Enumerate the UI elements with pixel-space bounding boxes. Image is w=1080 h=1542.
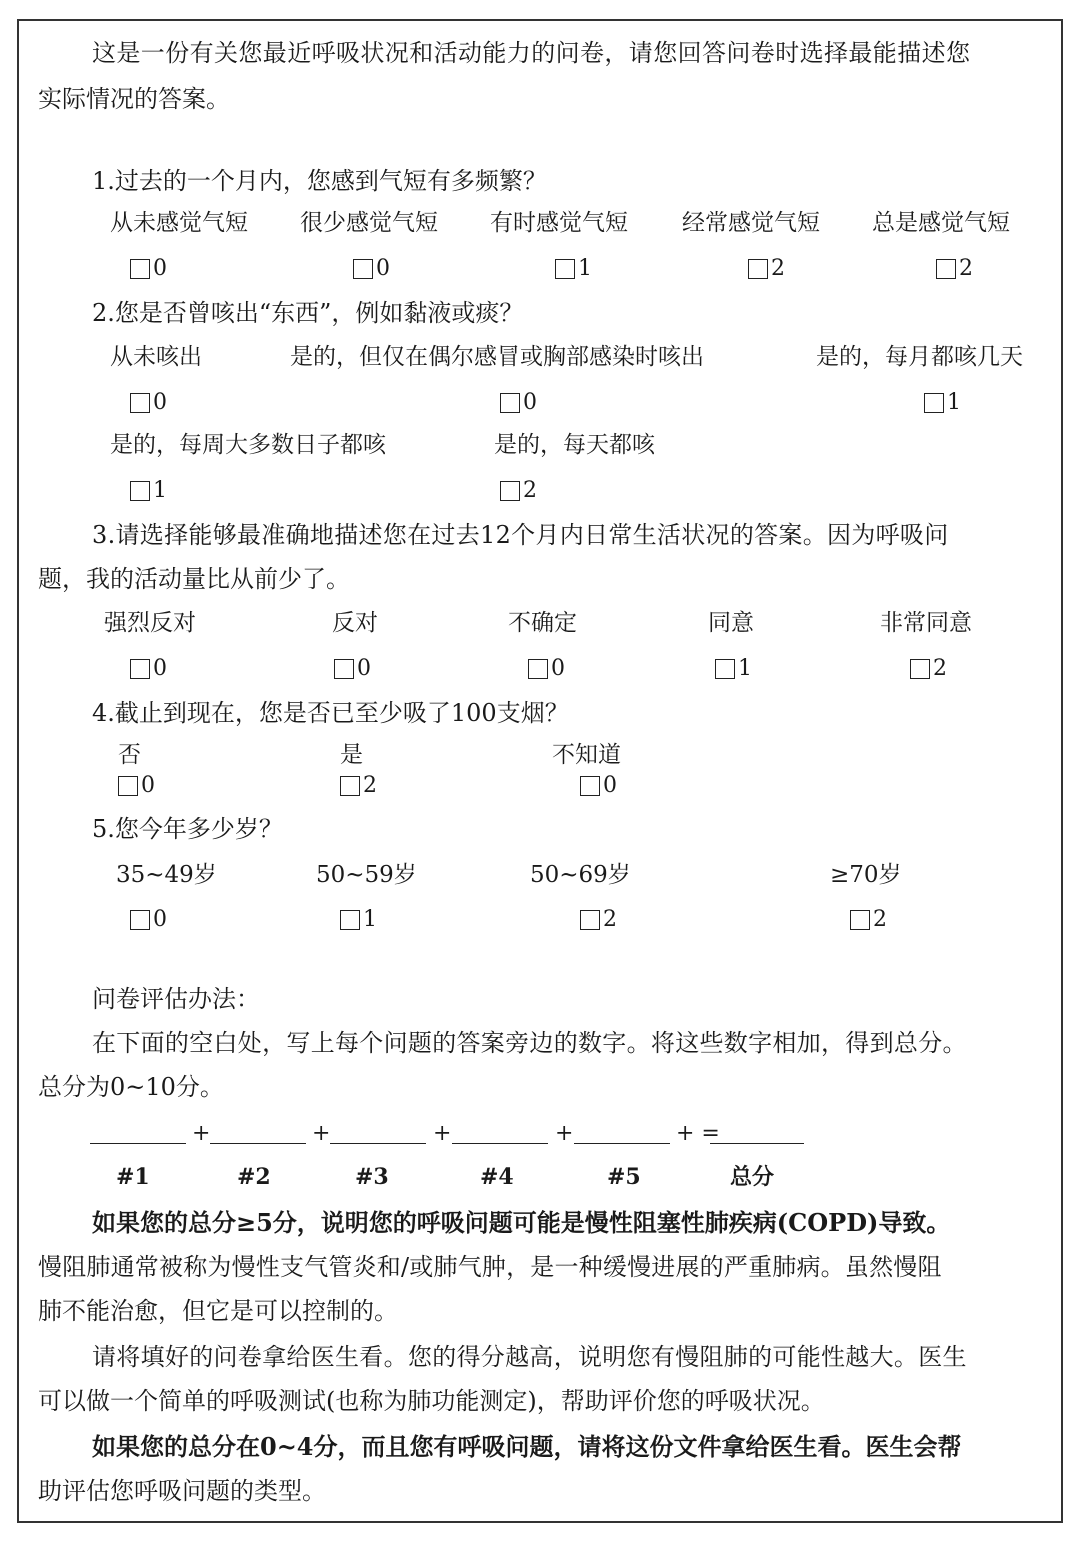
result-p1-line-3: 肺不能治愈，但它是可以控制的。 <box>38 1297 398 1325</box>
score-blank-4[interactable] <box>452 1143 548 1144</box>
q5-option-label: 50~59岁 <box>316 862 417 888</box>
checkbox-icon <box>850 910 870 930</box>
plus-equals-sign: + = <box>676 1121 720 1146</box>
blank-label-3: #3 <box>355 1164 389 1190</box>
q3-checkbox[interactable]: 0 <box>528 656 565 682</box>
plus-sign: + <box>433 1121 452 1146</box>
checkbox-icon <box>130 393 150 413</box>
score-blank-2[interactable] <box>210 1143 306 1144</box>
q2-checkbox[interactable]: 0 <box>130 390 167 416</box>
checkbox-icon <box>924 393 944 413</box>
checkbox-icon <box>936 259 956 279</box>
q2-option-label: 是的，每月都咳几天 <box>816 344 1023 370</box>
checkbox-icon <box>500 481 520 501</box>
q4-option-label: 不知道 <box>552 742 621 768</box>
checkbox-icon <box>748 259 768 279</box>
checkbox-icon <box>130 659 150 679</box>
q3-option-label: 非常同意 <box>880 610 972 636</box>
q3-option-label: 反对 <box>332 610 378 636</box>
q1-option-label: 从未感觉气短 <box>110 210 248 236</box>
total-score-blank[interactable] <box>710 1143 804 1144</box>
checkbox-icon <box>500 393 520 413</box>
q1-option-label: 总是感觉气短 <box>872 210 1010 236</box>
q1-option-label: 有时感觉气短 <box>490 210 628 236</box>
q5-title: 5.您今年多少岁？ <box>92 815 283 843</box>
scoring-heading: 问卷评估办法： <box>92 985 260 1013</box>
checkbox-icon <box>555 259 575 279</box>
q5-option-label: 50~69岁 <box>530 862 631 888</box>
q3-option-label: 强烈反对 <box>104 610 196 636</box>
q1-checkbox[interactable]: 1 <box>555 256 592 282</box>
checkbox-icon <box>910 659 930 679</box>
q3-option-label: 不确定 <box>508 610 577 636</box>
q3-checkbox[interactable]: 2 <box>910 656 947 682</box>
result-p3-line-2: 助评估您呼吸问题的类型。 <box>38 1477 326 1505</box>
q1-checkbox[interactable]: 2 <box>748 256 785 282</box>
q3-checkbox[interactable]: 0 <box>130 656 167 682</box>
q2-checkbox[interactable]: 1 <box>924 390 961 416</box>
blank-label-4: #4 <box>480 1164 514 1190</box>
checkbox-icon <box>130 259 150 279</box>
q2-option-label: 是的，但仅在偶尔感冒或胸部感染时咳出 <box>290 344 704 370</box>
q2-title: 2.您是否曾咳出“东西”，例如黏液或痰？ <box>92 299 524 327</box>
checkbox-icon <box>340 910 360 930</box>
blank-label-5: #5 <box>607 1164 641 1190</box>
q2-checkbox[interactable]: 1 <box>130 478 167 504</box>
checkbox-icon <box>118 776 138 796</box>
q5-checkbox[interactable]: 2 <box>850 907 887 933</box>
q4-checkbox[interactable]: 0 <box>118 773 155 799</box>
q4-option-label: 否 <box>118 742 141 768</box>
checkbox-icon <box>528 659 548 679</box>
plus-sign: + <box>555 1121 574 1146</box>
q5-checkbox[interactable]: 2 <box>580 907 617 933</box>
score-blank-3[interactable] <box>330 1143 426 1144</box>
q4-checkbox[interactable]: 2 <box>340 773 377 799</box>
q1-checkbox[interactable]: 0 <box>130 256 167 282</box>
scoring-instruction-line-2: 总分为0~10分。 <box>38 1073 224 1101</box>
q3-checkbox[interactable]: 1 <box>715 656 752 682</box>
checkbox-icon <box>130 910 150 930</box>
checkbox-icon <box>353 259 373 279</box>
intro-line-2: 实际情况的答案。 <box>38 85 230 113</box>
result-p2-line-1: 请将填好的问卷拿给医生看。您的得分越高，说明您有慢阻肺的可能性越大。医生 <box>92 1343 967 1371</box>
score-blank-1[interactable] <box>90 1143 186 1144</box>
checkbox-icon <box>715 659 735 679</box>
plus-sign: + <box>312 1121 331 1146</box>
result-p3-line-1: 如果您的总分在0~4分，而且您有呼吸问题，请将这份文件拿给医生看。医生会帮 <box>92 1432 962 1461</box>
q2-checkbox[interactable]: 0 <box>500 390 537 416</box>
scoring-instruction-line-1: 在下面的空白处，写上每个问题的答案旁边的数字。将这些数字相加，得到总分。 <box>92 1029 967 1057</box>
q5-option-label: 35~49岁 <box>116 862 217 888</box>
result-p1-line-2: 慢阻肺通常被称为慢性支气管炎和/或肺气肿，是一种缓慢进展的严重肺病。虽然慢阻 <box>38 1253 942 1281</box>
q2-option-label: 从未咳出 <box>110 344 202 370</box>
q5-option-label: ≥70岁 <box>830 862 902 888</box>
total-label: 总分 <box>730 1164 775 1190</box>
q1-option-label: 很少感觉气短 <box>300 210 438 236</box>
checkbox-icon <box>580 910 600 930</box>
checkbox-icon <box>580 776 600 796</box>
q1-title: 1.过去的一个月内，您感到气短有多频繁？ <box>92 167 547 195</box>
q4-checkbox[interactable]: 0 <box>580 773 617 799</box>
intro-line-1: 这是一份有关您最近呼吸状况和活动能力的问卷，请您回答问卷时选择最能描述您 <box>92 39 971 67</box>
q2-checkbox[interactable]: 2 <box>500 478 537 504</box>
score-blank-5[interactable] <box>574 1143 670 1144</box>
q5-checkbox[interactable]: 0 <box>130 907 167 933</box>
checkbox-icon <box>340 776 360 796</box>
checkbox-icon <box>334 659 354 679</box>
result-p2-line-2: 可以做一个简单的呼吸测试(也称为肺功能测定)，帮助评价您的呼吸状况。 <box>38 1387 825 1415</box>
q3-title-line-2: 题，我的活动量比从前少了。 <box>38 565 350 593</box>
blank-label-1: #1 <box>116 1164 150 1190</box>
q4-title: 4.截止到现在，您是否已至少吸了100支烟？ <box>92 699 569 727</box>
q3-title-line-1: 3.请选择能够最准确地描述您在过去12个月内日常生活状况的答案。因为呼吸问 <box>92 521 949 549</box>
q3-option-label: 同意 <box>708 610 754 636</box>
q5-checkbox[interactable]: 1 <box>340 907 377 933</box>
q2-option-label: 是的，每天都咳 <box>494 432 655 458</box>
blank-label-2: #2 <box>237 1164 271 1190</box>
q3-checkbox[interactable]: 0 <box>334 656 371 682</box>
checkbox-icon <box>130 481 150 501</box>
q2-option-label: 是的，每周大多数日子都咳 <box>110 432 386 458</box>
q1-checkbox[interactable]: 0 <box>353 256 390 282</box>
plus-sign: + <box>192 1121 211 1146</box>
q1-checkbox[interactable]: 2 <box>936 256 973 282</box>
q1-option-label: 经常感觉气短 <box>682 210 820 236</box>
q4-option-label: 是 <box>340 742 363 768</box>
result-p1-line-1: 如果您的总分≥5分，说明您的呼吸问题可能是慢性阻塞性肺疾病(COPD)导致。 <box>92 1208 951 1237</box>
